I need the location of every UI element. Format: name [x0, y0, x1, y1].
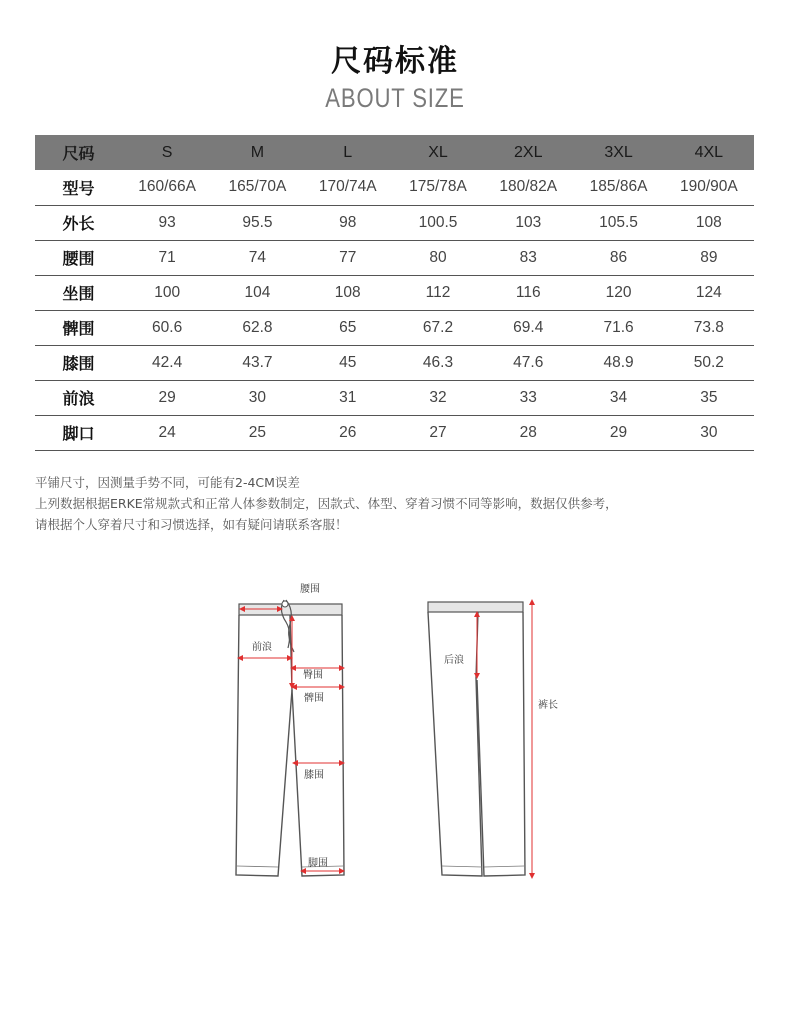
table-cell: 50.2 [664, 345, 754, 380]
table-cell: 60.6 [122, 310, 212, 345]
table-cell: 80 [393, 240, 483, 275]
table-cell: 48.9 [573, 345, 663, 380]
row-label: 腰围 [35, 240, 122, 275]
table-row [35, 345, 754, 380]
note-line-3: 请根据个人穿着尺寸和习惯选择，如有疑问请联系客服！ [35, 517, 348, 532]
row-label: 脚口 [35, 415, 122, 450]
table-cell: 100.5 [393, 205, 483, 240]
table-cell: 74 [212, 240, 302, 275]
table-cell: 120 [573, 275, 663, 310]
page-title-zh: 尺码标准 [331, 44, 459, 79]
table-cell: 31 [303, 380, 393, 415]
table-cell: 46.3 [393, 345, 483, 380]
row-label: 膝围 [35, 345, 122, 380]
table-cell: 29 [573, 415, 663, 450]
table-cell: 35 [664, 380, 754, 415]
table-cell: 33 [483, 380, 573, 415]
table-cell: 69.4 [483, 310, 573, 345]
table-cell: 62.8 [212, 310, 302, 345]
label-leg-opening: 脚围 [308, 858, 328, 869]
table-cell: 71.6 [573, 310, 663, 345]
table-cell: 30 [664, 415, 754, 450]
table-cell: 112 [393, 275, 483, 310]
front-left-leg [236, 615, 292, 876]
back-pants-drawing [428, 602, 558, 876]
table-header-cell: 2XL [483, 135, 573, 170]
pants-diagram-svg [220, 570, 580, 890]
table-cell: 26 [303, 415, 393, 450]
table-cell: 77 [303, 240, 393, 275]
table-cell: 65 [303, 310, 393, 345]
table-cell: 89 [664, 240, 754, 275]
label-length: 裤长 [538, 700, 558, 711]
table-cell: 180/82A [483, 170, 573, 205]
table-header-row [35, 135, 754, 170]
table-cell: 83 [483, 240, 573, 275]
table-row [35, 170, 754, 205]
table-row [35, 310, 754, 345]
table-cell: 116 [483, 275, 573, 310]
front-pants-drawing [236, 583, 344, 876]
size-table [35, 135, 754, 451]
table-header-cell: L [303, 135, 393, 170]
label-front-rise: 前浪 [252, 642, 272, 653]
pants-diagram [220, 570, 580, 894]
page-title-en: ABOUT SIZE [325, 83, 465, 113]
back-right-leg [477, 612, 525, 876]
table-cell: 67.2 [393, 310, 483, 345]
table-cell: 28 [483, 415, 573, 450]
table-header-cell: M [212, 135, 302, 170]
front-right-leg [292, 615, 344, 876]
table-cell: 27 [393, 415, 483, 450]
label-hip: 臀围 [303, 670, 323, 681]
table-cell: 175/78A [393, 170, 483, 205]
table-cell: 170/74A [303, 170, 393, 205]
table-cell: 86 [573, 240, 663, 275]
table-cell: 105.5 [573, 205, 663, 240]
table-cell: 42.4 [122, 345, 212, 380]
table-cell: 108 [303, 275, 393, 310]
table-cell: 103 [483, 205, 573, 240]
table-cell: 29 [122, 380, 212, 415]
table-cell: 104 [212, 275, 302, 310]
table-cell: 190/90A [664, 170, 754, 205]
table-cell: 73.8 [664, 310, 754, 345]
note-line-1: 平铺尺寸，因测量手势不同，可能有2-4CM误差 [35, 475, 300, 490]
label-knee: 膝围 [304, 770, 324, 781]
table-header-cell: 4XL [664, 135, 754, 170]
table-cell: 160/66A [122, 170, 212, 205]
table-cell: 24 [122, 415, 212, 450]
table-row [35, 205, 754, 240]
row-label: 前浪 [35, 380, 122, 415]
table-cell: 95.5 [212, 205, 302, 240]
table-cell: 43.7 [212, 345, 302, 380]
table-cell: 45 [303, 345, 393, 380]
table-cell: 165/70A [212, 170, 302, 205]
table-cell: 100 [122, 275, 212, 310]
back-left-leg [428, 612, 482, 876]
table-cell: 124 [664, 275, 754, 310]
label-waist: 腰围 [300, 584, 320, 595]
size-notes [35, 472, 755, 535]
table-row [35, 275, 754, 310]
back-waistband [428, 602, 523, 612]
note-line-2: 上列数据根据ERKE常规款式和正常人体参数制定，因款式、体型、穿着习惯不同等影响，数据仅供参考， [35, 496, 618, 511]
row-label: 坐围 [35, 275, 122, 310]
label-thigh: 髀围 [304, 693, 324, 704]
table-cell: 47.6 [483, 345, 573, 380]
table-cell: 30 [212, 380, 302, 415]
label-back-rise: 后浪 [444, 655, 464, 666]
table-row [35, 415, 754, 450]
table-cell: 71 [122, 240, 212, 275]
row-label: 外长 [35, 205, 122, 240]
table-cell: 98 [303, 205, 393, 240]
table-row [35, 380, 754, 415]
table-cell: 32 [393, 380, 483, 415]
table-header-cell: 3XL [573, 135, 663, 170]
table-header-cell: S [122, 135, 212, 170]
table-cell: 25 [212, 415, 302, 450]
row-label: 髀围 [35, 310, 122, 345]
row-label: 型号 [35, 170, 122, 205]
table-cell: 93 [122, 205, 212, 240]
table-header-cell: XL [393, 135, 483, 170]
table-cell: 34 [573, 380, 663, 415]
table-cell: 108 [664, 205, 754, 240]
table-header-size-label: 尺码 [35, 135, 122, 170]
table-cell: 185/86A [573, 170, 663, 205]
table-row [35, 240, 754, 275]
